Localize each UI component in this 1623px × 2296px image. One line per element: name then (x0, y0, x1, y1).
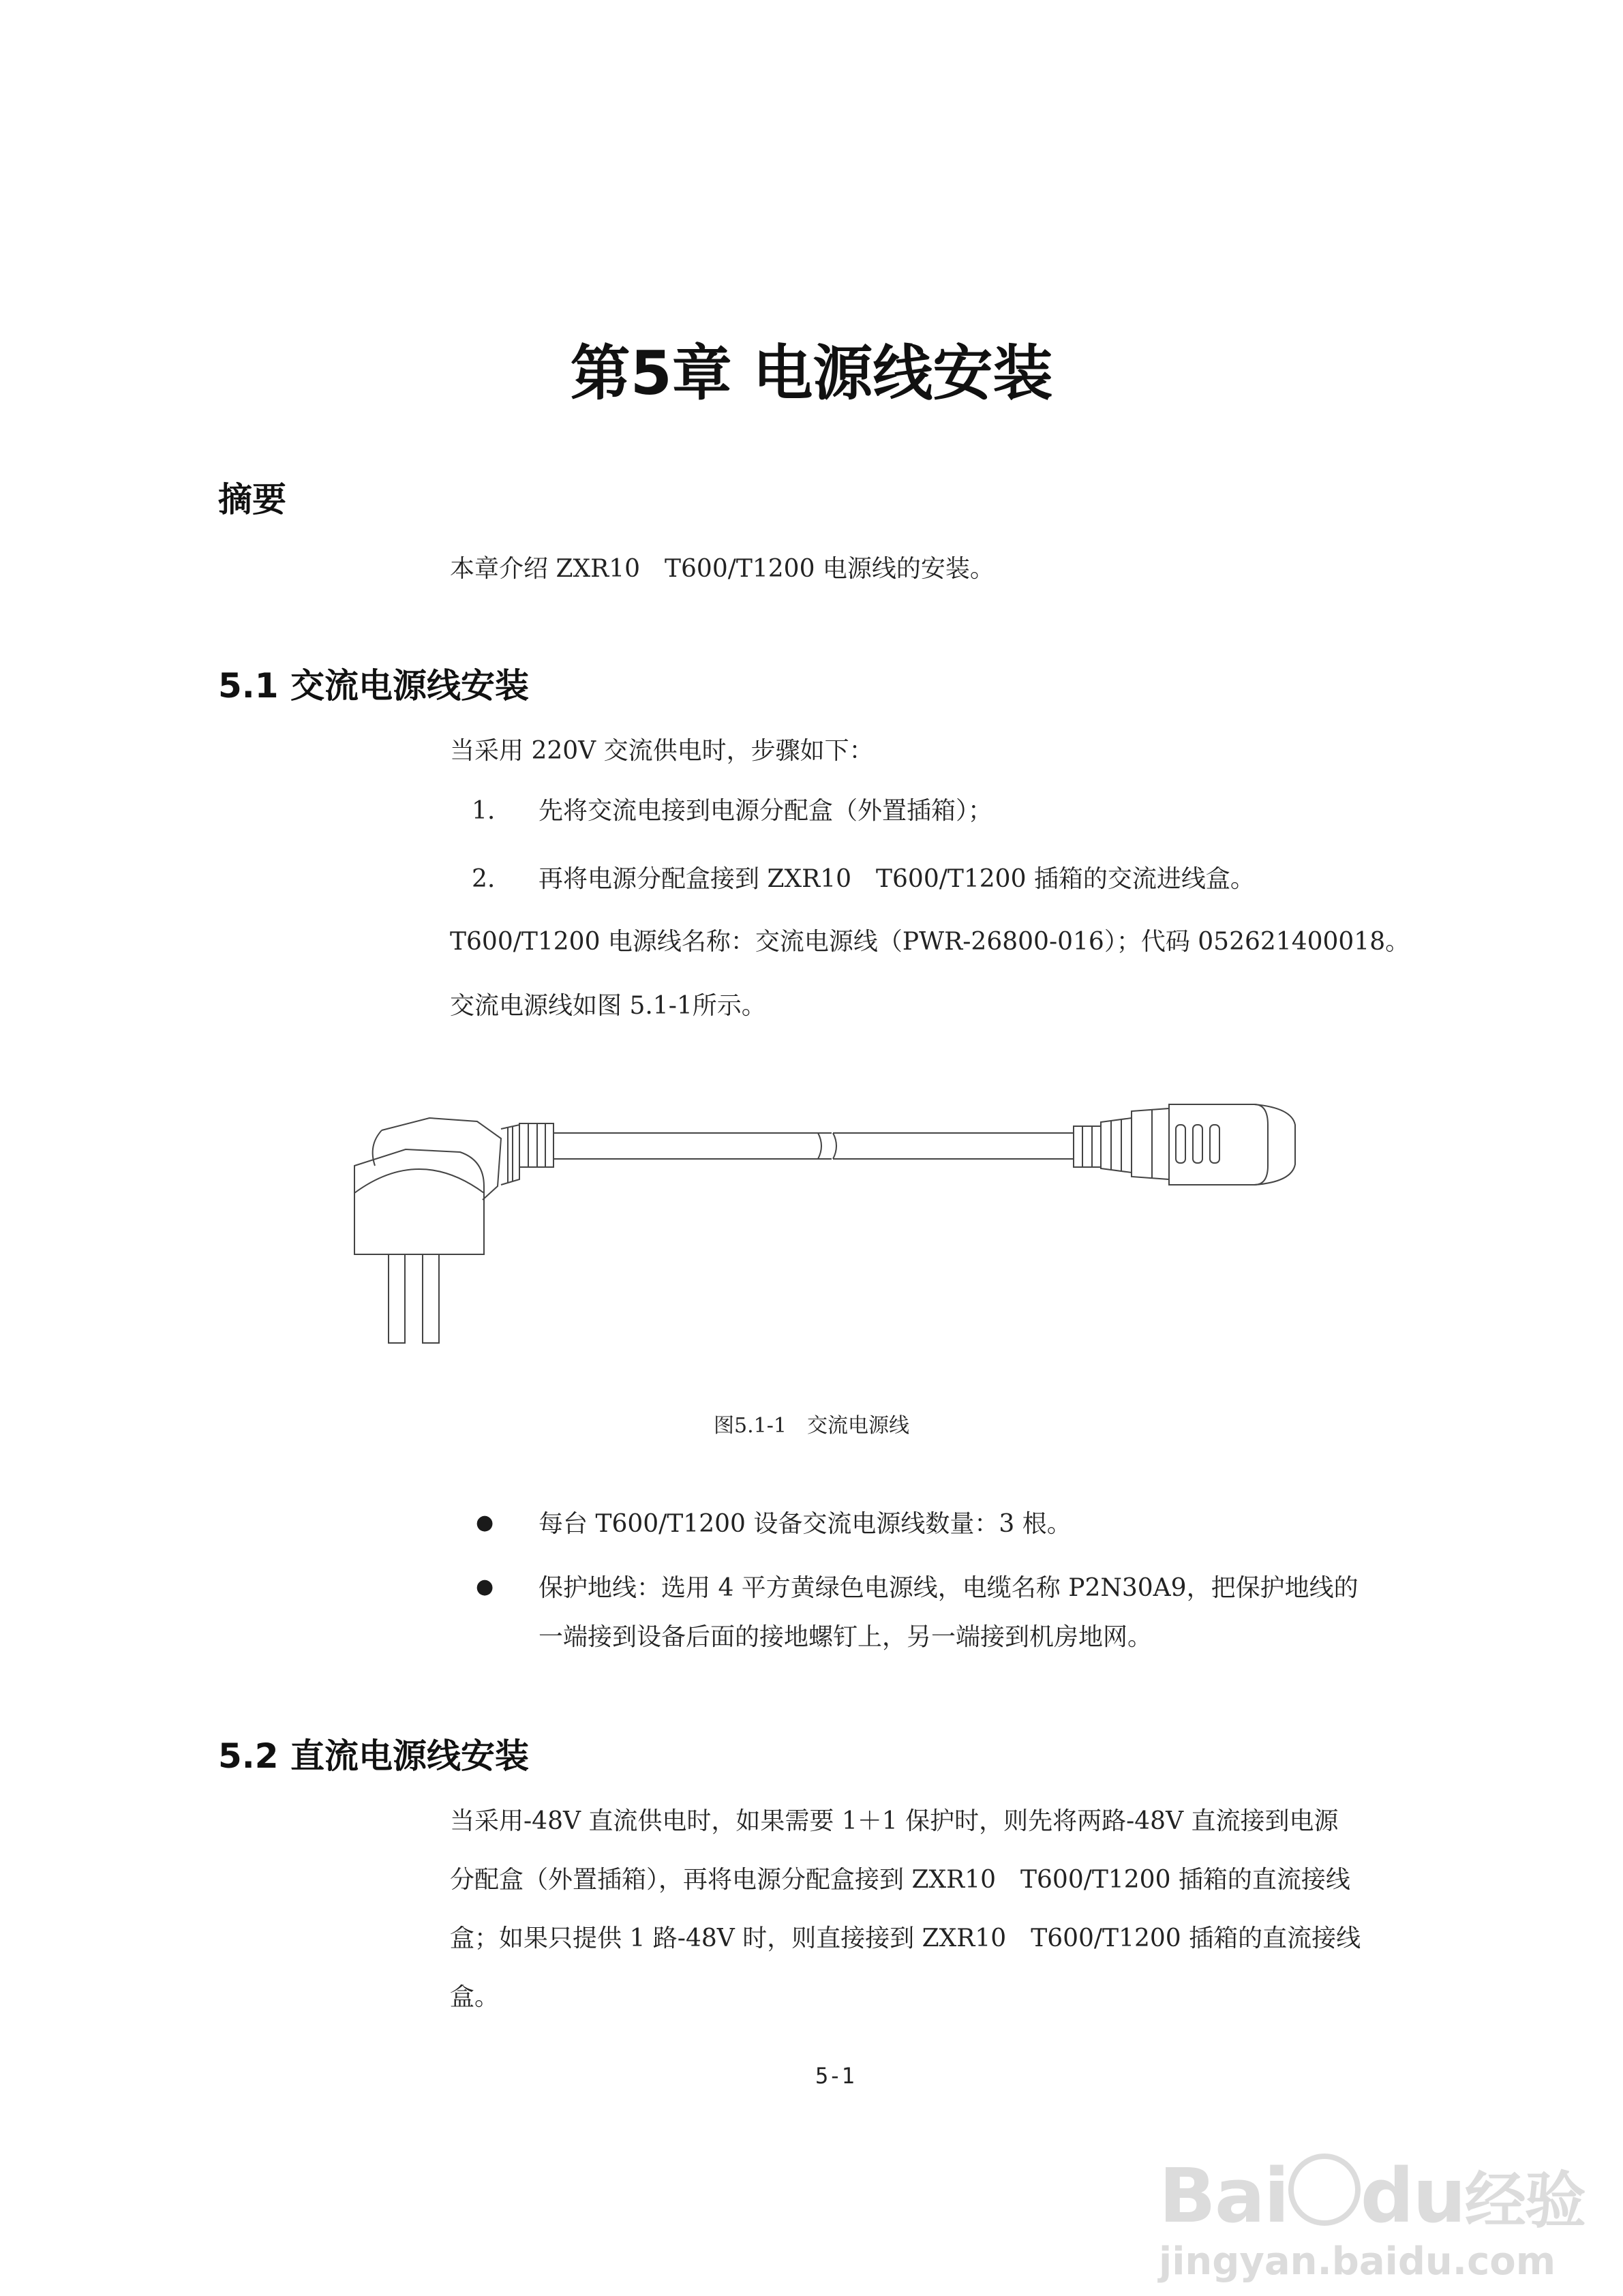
section-5-2-heading: 5.2 直流电源线安装 (218, 1736, 529, 1776)
cable-break-right (833, 1133, 836, 1159)
connector-grip (1132, 1108, 1169, 1179)
step-text: 先将交流电接到电源分配盒（外置插箱）； (539, 797, 993, 825)
bullet-item: 每台 T600/T1200 设备交流电源线数量：3 根。 (539, 1510, 1072, 1538)
plug-prong-left (389, 1254, 405, 1343)
strain-relief-left (501, 1125, 519, 1185)
cable-break-left (818, 1133, 821, 1159)
connector-face (1254, 1104, 1295, 1185)
watermark-brand-a: Bai (1159, 2152, 1288, 2239)
step-number: 1. (472, 797, 496, 825)
plug-head (382, 1118, 501, 1200)
paragraph-line: 盒。 (450, 1983, 500, 2011)
plug-prong-right (423, 1254, 439, 1343)
bullet-icon: ● (476, 1511, 494, 1535)
paragraph-line: 盒；如果只提供 1 路-48V 时，则直接接到 ZXR10 T600/T1200 插箱的直流接线 (450, 1924, 1361, 1952)
bullet-icon: ● (476, 1575, 494, 1599)
figure-caption: 图5.1-1 交流电源线 (714, 1414, 909, 1438)
ac-power-cable-figure (341, 1084, 1391, 1357)
step-text: 再将电源分配盒接到 ZXR10 T600/T1200 插箱的交流进线盒。 (539, 865, 1255, 893)
paw-icon (1288, 2154, 1361, 2226)
figure-reference-text: 交流电源线如图 5.1-1所示。 (450, 992, 766, 1020)
plug-body (354, 1149, 484, 1254)
watermark-brand-b: du (1360, 2152, 1465, 2239)
bullet-item: 保护地线：选用 4 平方黄绿色电源线，电缆名称 P2N30A9，把保护地线的 (539, 1574, 1359, 1602)
connector-strain-relief (1074, 1126, 1101, 1167)
page-number: 5-1 (815, 2063, 855, 2089)
connector-collar (1101, 1118, 1132, 1173)
plug-head-edge (373, 1130, 382, 1166)
summary-text: 本章介绍 ZXR10 T600/T1200 电源线的安装。 (450, 555, 995, 583)
paragraph-line: 分配盒（外置插箱），再将电源分配盒接到 ZXR10 T600/T1200 插箱的直流接线 (450, 1866, 1350, 1894)
bullet-item-continuation: 一端接到设备后面的接地螺钉上，另一端接到机房地网。 (539, 1623, 1153, 1651)
plug-body-curve (354, 1169, 484, 1193)
connector-body (1169, 1104, 1268, 1185)
paragraph-line: 当采用-48V 直流供电时，如果需要 1＋1 保护时，则先将两路-48V 直流接到电源 (450, 1807, 1339, 1835)
chapter-title: 第5章 电源线安装 (570, 338, 1053, 408)
watermark-suffix: 经验 (1464, 2165, 1585, 2237)
section-5-1-heading: 5.1 交流电源线安装 (218, 666, 529, 706)
watermark-logo (1159, 2151, 1585, 2239)
cable-name-text: T600/T1200 电源线名称：交流电源线（PWR-26800-016）；代码 052621400018。 (450, 928, 1410, 956)
watermark-url: jingyan.baidu.com (1159, 2239, 1556, 2284)
summary-heading: 摘要 (218, 480, 286, 519)
section-5-1-intro: 当采用 220V 交流供电时，步骤如下： (450, 737, 874, 765)
step-number: 2. (472, 865, 496, 893)
